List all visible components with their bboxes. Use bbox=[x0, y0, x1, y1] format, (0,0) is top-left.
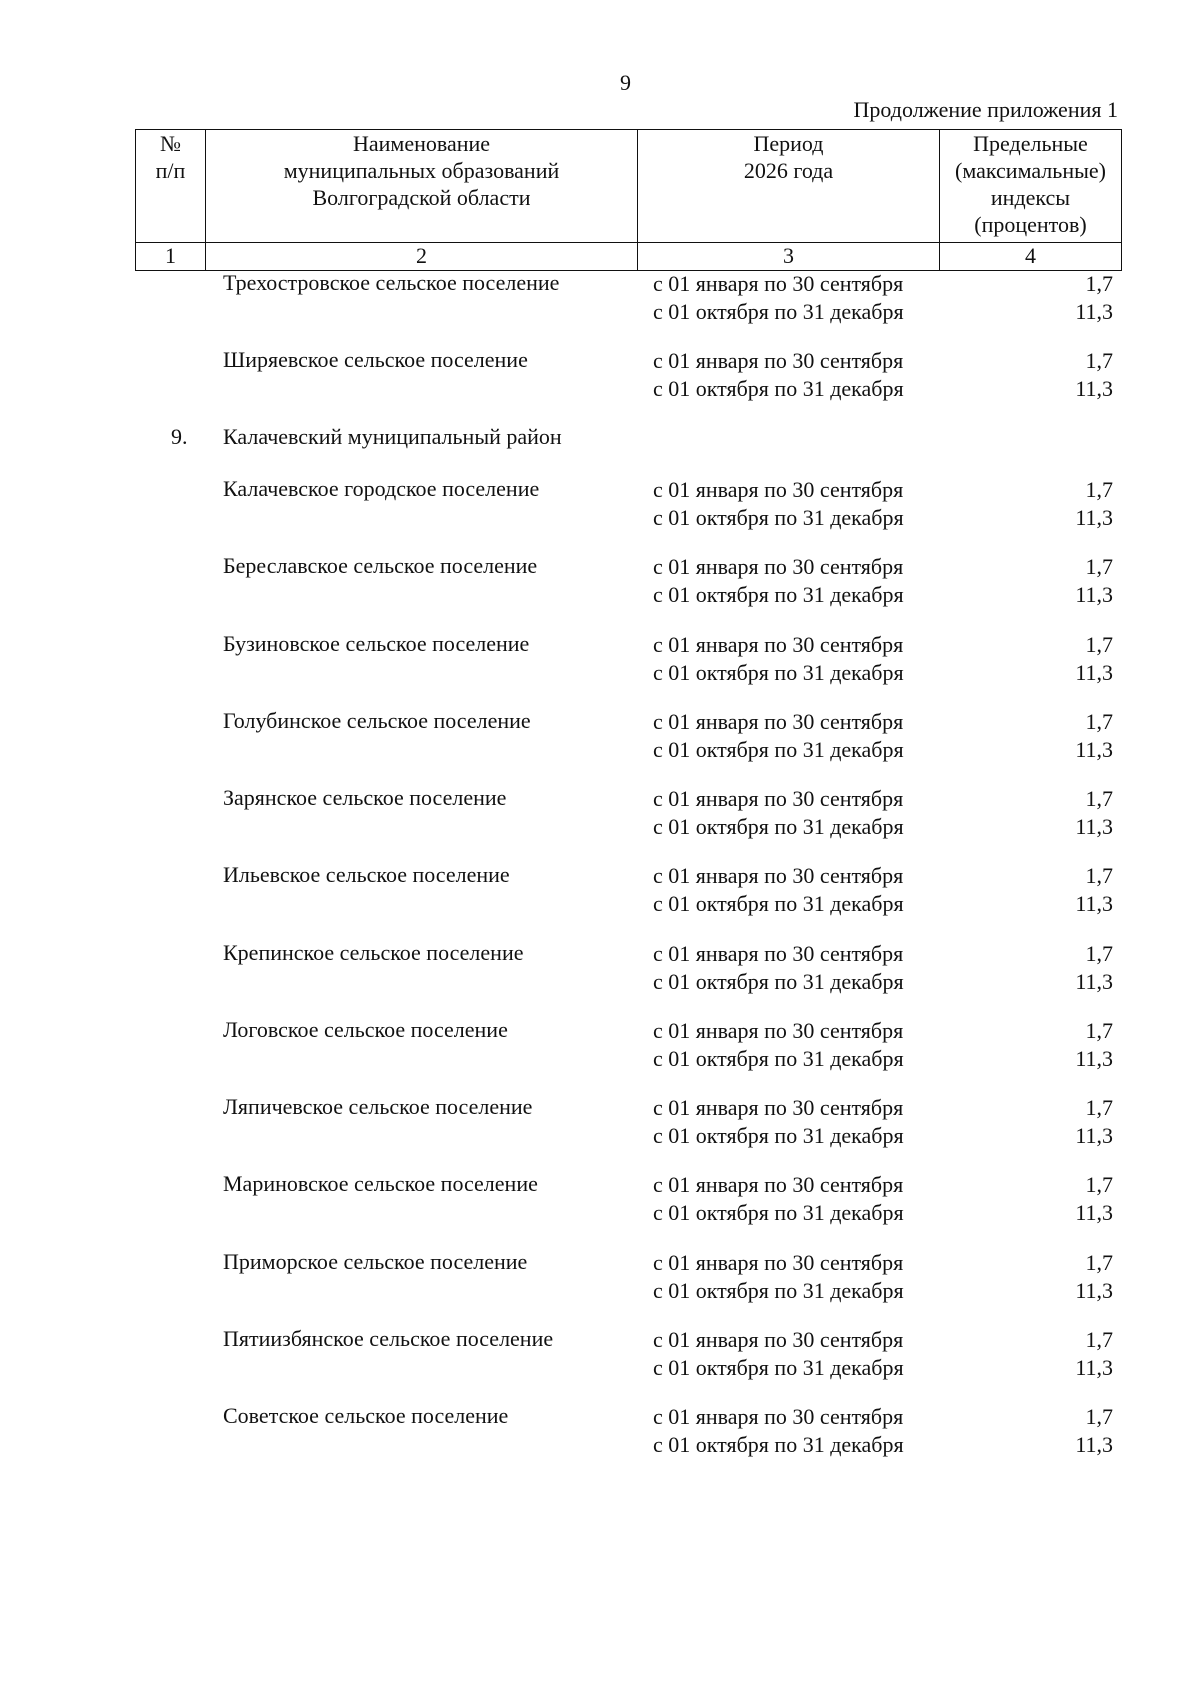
row-value-1: 1,7 bbox=[1085, 477, 1113, 502]
row-period-2: с 01 октября по 31 декабря bbox=[653, 1123, 904, 1148]
row-period-1: с 01 января по 30 сентября bbox=[653, 1404, 904, 1429]
row-periods bbox=[653, 1403, 904, 1459]
row-name: Советское сельское поселение bbox=[223, 1403, 509, 1428]
table-row bbox=[135, 270, 1121, 326]
page-number: 9 bbox=[620, 70, 631, 95]
table-row bbox=[135, 708, 1121, 764]
row-values bbox=[1015, 1094, 1113, 1150]
table-row bbox=[135, 940, 1121, 996]
header-period bbox=[638, 130, 940, 243]
row-period-1: с 01 января по 30 сентября bbox=[653, 271, 904, 296]
row-period-1: с 01 января по 30 сентября bbox=[653, 709, 904, 734]
table-row bbox=[135, 1094, 1121, 1150]
row-value-2: 11,3 bbox=[1075, 891, 1113, 916]
row-period-2: с 01 октября по 31 декабря bbox=[653, 1355, 904, 1380]
section-row bbox=[135, 424, 1121, 480]
row-periods bbox=[653, 940, 904, 996]
row-period-1: с 01 января по 30 сентября bbox=[653, 786, 904, 811]
row-name: Приморское сельское поселение bbox=[223, 1249, 528, 1274]
row-values bbox=[1015, 1403, 1113, 1459]
row-name: Калачевский муниципальный район bbox=[223, 424, 562, 449]
header-number-line: п/п bbox=[155, 158, 186, 183]
row-values bbox=[1015, 1171, 1113, 1227]
column-number: 4 bbox=[940, 243, 1122, 271]
row-values bbox=[1015, 631, 1113, 687]
row-value-2: 11,3 bbox=[1075, 814, 1113, 839]
row-value-1: 1,7 bbox=[1085, 632, 1113, 657]
row-name: Зарянское сельское поселение bbox=[223, 785, 507, 810]
row-value-2: 11,3 bbox=[1075, 660, 1113, 685]
header-index bbox=[940, 130, 1122, 243]
row-period-2: с 01 октября по 31 декабря bbox=[653, 299, 904, 324]
row-value-2: 11,3 bbox=[1075, 1123, 1113, 1148]
row-period-1: с 01 января по 30 сентября bbox=[653, 941, 904, 966]
table-row bbox=[135, 631, 1121, 687]
row-name: Береславское сельское поселение bbox=[223, 553, 538, 578]
header-name-line: муниципальных образований bbox=[283, 158, 560, 183]
row-period-1: с 01 января по 30 сентября bbox=[653, 632, 904, 657]
row-period-1: с 01 января по 30 сентября bbox=[653, 1327, 904, 1352]
row-name: Голубинское сельское поселение bbox=[223, 708, 531, 733]
column-number: 2 bbox=[206, 243, 638, 271]
row-periods bbox=[653, 1171, 904, 1227]
row-values bbox=[1015, 1249, 1113, 1305]
row-value-2: 11,3 bbox=[1075, 737, 1113, 762]
table-row bbox=[135, 1480, 1121, 1536]
row-value-2: 11,3 bbox=[1075, 1046, 1113, 1071]
row-period-1: с 01 января по 30 сентября bbox=[653, 1172, 904, 1197]
row-period-2: с 01 октября по 31 декабря bbox=[653, 1278, 904, 1303]
row-periods bbox=[653, 1017, 904, 1073]
row-name: Пятиизбянское сельское поселение bbox=[223, 1326, 554, 1351]
row-period-1: с 01 января по 30 сентября bbox=[653, 1095, 904, 1120]
table-row bbox=[135, 1249, 1121, 1305]
row-name: Бузиновское сельское поселение bbox=[223, 631, 530, 656]
row-value-1: 1,7 bbox=[1085, 941, 1113, 966]
row-period-2: с 01 октября по 31 декабря bbox=[653, 1046, 904, 1071]
row-value-1: 1,7 bbox=[1085, 1250, 1113, 1275]
row-value-2: 11,3 bbox=[1075, 1355, 1113, 1380]
row-value-2: 11,3 bbox=[1075, 505, 1113, 530]
row-period-1: с 01 января по 30 сентября bbox=[653, 1018, 904, 1043]
table-row bbox=[135, 347, 1121, 403]
column-number: 3 bbox=[638, 243, 940, 271]
row-values bbox=[1015, 347, 1113, 403]
table-row bbox=[135, 1017, 1121, 1073]
table-row bbox=[135, 1171, 1121, 1227]
row-values bbox=[1015, 785, 1113, 841]
row-value-1: 1,7 bbox=[1085, 863, 1113, 888]
annex-title: Продолжение приложения 1 bbox=[853, 97, 1118, 122]
row-value-1: 1,7 bbox=[1085, 1404, 1113, 1429]
row-period-1: с 01 января по 30 сентября bbox=[653, 348, 904, 373]
row-period-1: с 01 января по 30 сентября bbox=[653, 1250, 904, 1275]
row-value-1: 1,7 bbox=[1085, 709, 1113, 734]
column-number: 1 bbox=[136, 243, 206, 271]
row-period-2: с 01 октября по 31 декабря bbox=[653, 376, 904, 401]
row-values bbox=[1015, 708, 1113, 764]
row-periods bbox=[653, 270, 904, 326]
row-period-1: с 01 января по 30 сентября bbox=[653, 863, 904, 888]
row-periods bbox=[653, 476, 904, 532]
row-value-2: 11,3 bbox=[1075, 582, 1113, 607]
header-name-line: Наименование bbox=[352, 131, 491, 156]
row-period-2: с 01 октября по 31 декабря bbox=[653, 660, 904, 685]
row-periods bbox=[653, 1249, 904, 1305]
row-name: Ильевское сельское поселение bbox=[223, 862, 510, 887]
row-name: Калачевское городское поселение bbox=[223, 476, 540, 501]
row-name: Мариновское сельское поселение bbox=[223, 1171, 538, 1196]
row-periods bbox=[653, 631, 904, 687]
row-value-2: 11,3 bbox=[1075, 299, 1113, 324]
row-periods bbox=[653, 553, 904, 609]
row-periods bbox=[653, 1094, 904, 1150]
header-number bbox=[136, 130, 206, 243]
row-period-1: с 01 января по 30 сентября bbox=[653, 554, 904, 579]
row-value-1: 1,7 bbox=[1085, 1172, 1113, 1197]
table-row bbox=[135, 1403, 1121, 1459]
row-values bbox=[1015, 1017, 1113, 1073]
row-name: Трехостровское сельское поселение bbox=[223, 270, 560, 295]
row-period-2: с 01 октября по 31 декабря bbox=[653, 505, 904, 530]
header-period-line: Период bbox=[753, 131, 824, 156]
row-period-2: с 01 октября по 31 декабря bbox=[653, 969, 904, 994]
table-row bbox=[135, 785, 1121, 841]
row-values bbox=[1015, 476, 1113, 532]
row-value-1: 1,7 bbox=[1085, 786, 1113, 811]
row-value-1: 1,7 bbox=[1085, 348, 1113, 373]
table-header bbox=[135, 129, 1122, 271]
row-value-2: 11,3 bbox=[1075, 1278, 1113, 1303]
table-row bbox=[135, 553, 1121, 609]
header-index-line: Предельные bbox=[973, 131, 1088, 156]
row-values bbox=[1015, 940, 1113, 996]
row-period-2: с 01 октября по 31 декабря bbox=[653, 891, 904, 916]
header-index-line: (процентов) bbox=[974, 212, 1087, 237]
row-name: Логовское сельское поселение bbox=[223, 1017, 508, 1042]
row-value-2: 11,3 bbox=[1075, 1432, 1113, 1457]
row-values bbox=[1015, 553, 1113, 609]
row-value-1: 1,7 bbox=[1085, 1018, 1113, 1043]
row-value-2: 11,3 bbox=[1075, 376, 1113, 401]
row-value-2: 11,3 bbox=[1075, 1200, 1113, 1225]
row-periods bbox=[653, 708, 904, 764]
row-values bbox=[1015, 862, 1113, 918]
row-periods bbox=[653, 785, 904, 841]
table-row bbox=[135, 476, 1121, 532]
row-number: 9. bbox=[171, 424, 188, 449]
table-row bbox=[135, 1326, 1121, 1382]
header-name-line: Волгоградской области bbox=[312, 185, 531, 210]
row-period-2: с 01 октября по 31 декабря bbox=[653, 1432, 904, 1457]
row-periods bbox=[653, 862, 904, 918]
row-period-1: с 01 января по 30 сентября bbox=[653, 477, 904, 502]
table-row bbox=[135, 862, 1121, 918]
header-index-line: индексы bbox=[990, 185, 1071, 210]
row-periods bbox=[653, 347, 904, 403]
row-period-2: с 01 октября по 31 декабря bbox=[653, 814, 904, 839]
header-name bbox=[206, 130, 638, 243]
row-name: Ляпичевское сельское поселение bbox=[223, 1094, 533, 1119]
header-period-line: 2026 года bbox=[743, 158, 834, 183]
column-number-row bbox=[136, 243, 1122, 271]
row-values bbox=[1015, 1326, 1113, 1382]
row-value-1: 1,7 bbox=[1085, 1327, 1113, 1352]
row-value-1: 1,7 bbox=[1085, 271, 1113, 296]
row-period-2: с 01 октября по 31 декабря bbox=[653, 582, 904, 607]
header-row bbox=[136, 130, 1122, 243]
row-period-2: с 01 октября по 31 декабря bbox=[653, 737, 904, 762]
header-index-line: (максимальные) bbox=[955, 158, 1106, 183]
row-name: Крепинское сельское поселение bbox=[223, 940, 524, 965]
row-value-1: 1,7 bbox=[1085, 554, 1113, 579]
row-value-2: 11,3 bbox=[1075, 969, 1113, 994]
header-number-line: № bbox=[160, 131, 181, 156]
row-periods bbox=[653, 1326, 904, 1382]
row-name: Ширяевское сельское поселение bbox=[223, 347, 528, 372]
row-period-2: с 01 октября по 31 декабря bbox=[653, 1200, 904, 1225]
row-values bbox=[1015, 270, 1113, 326]
row-value-1: 1,7 bbox=[1085, 1095, 1113, 1120]
